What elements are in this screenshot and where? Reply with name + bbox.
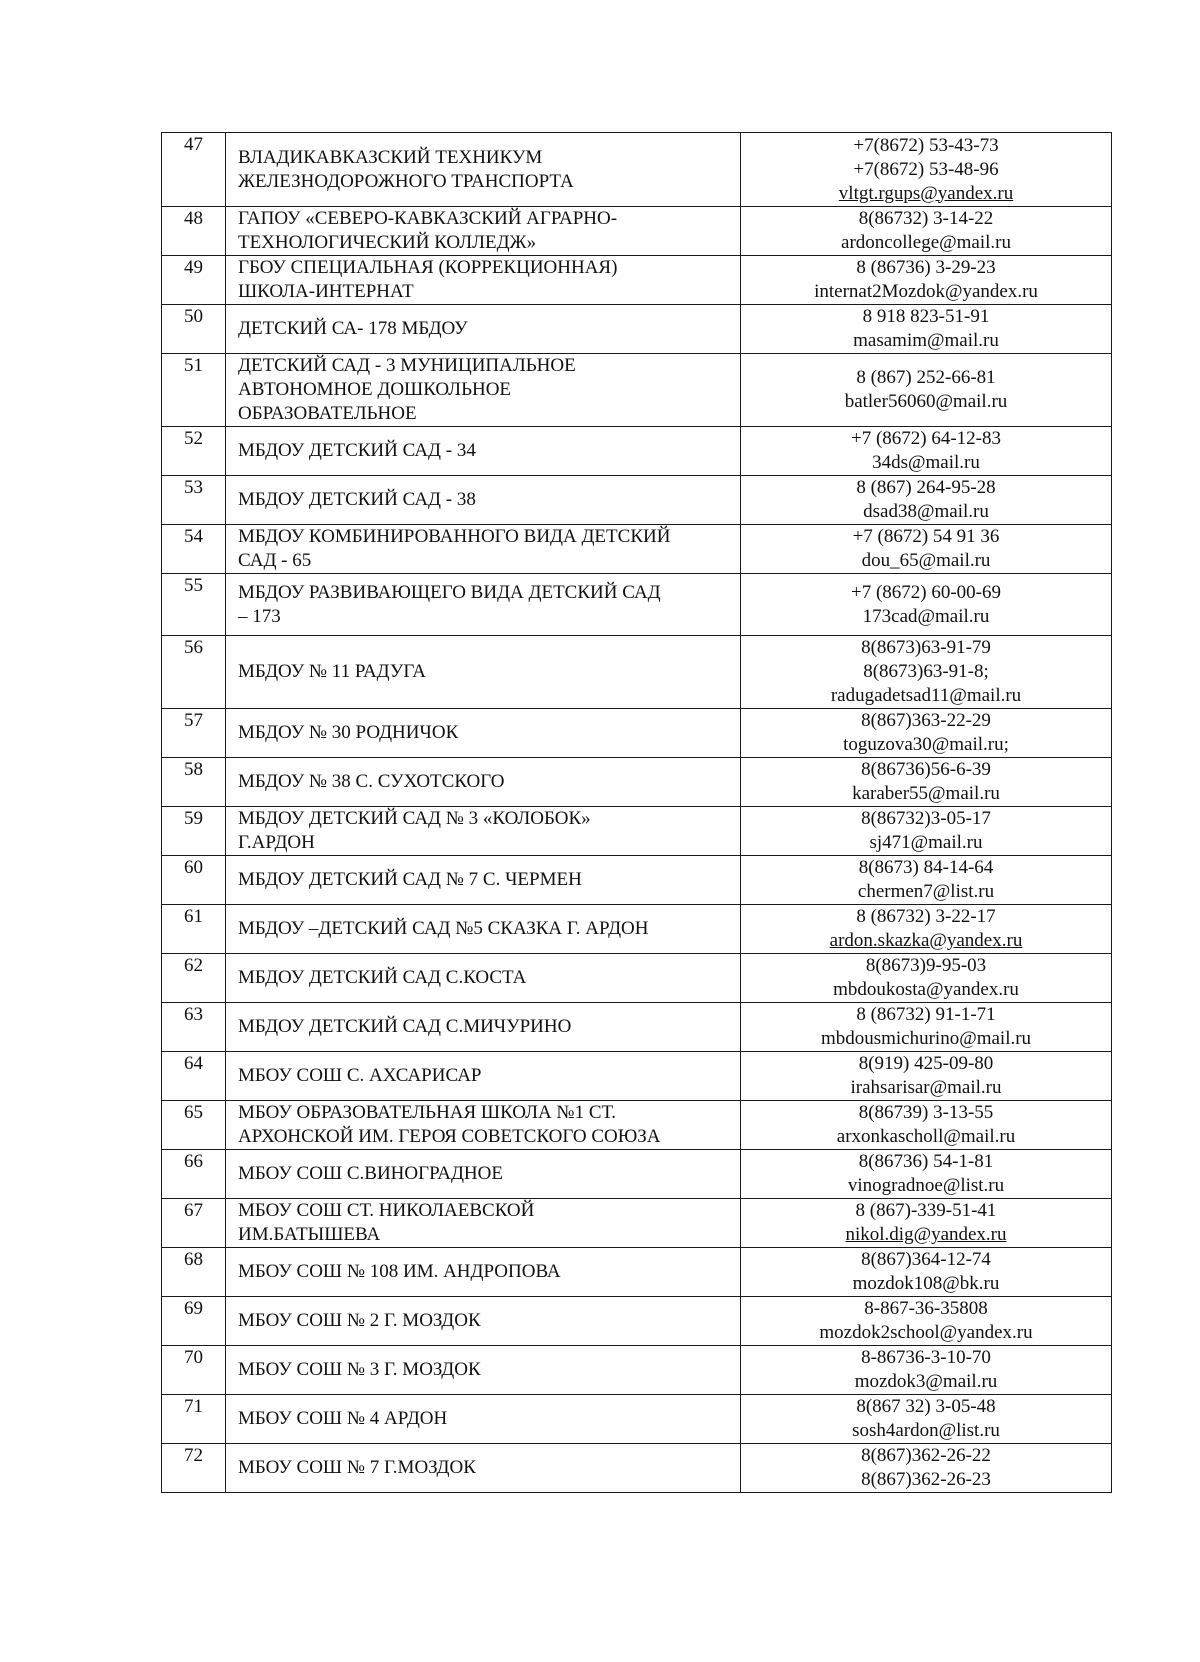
organization-name (226, 1150, 741, 1199)
organization-name-line: ШКОЛА-ИНТЕРНАТ (238, 281, 414, 302)
organization-name-line: МБОУ СОШ № 4 АРДОН (238, 1408, 448, 1429)
contact-info (741, 256, 1112, 305)
organization-name (226, 305, 741, 354)
row-number: 54 (162, 525, 226, 574)
contact-info (741, 758, 1112, 807)
contact-line: 8(86732)3-05-17 (861, 808, 991, 829)
organization-name-line: МБОУ СОШ № 3 Г. МОЗДОК (238, 1359, 481, 1380)
organization-name (226, 636, 741, 709)
organization-name (226, 133, 741, 207)
table-row (162, 1003, 1112, 1052)
table-row (162, 1199, 1112, 1248)
organization-name-line: ОБРАЗОВАТЕЛЬНОЕ (238, 403, 417, 424)
organization-name (226, 807, 741, 856)
table-row (162, 1101, 1112, 1150)
organization-name-line: МБОУ СОШ № 7 Г.МОЗДОК (238, 1457, 476, 1478)
table-row (162, 954, 1112, 1003)
organization-name (226, 1052, 741, 1101)
organization-name (226, 476, 741, 525)
row-number: 64 (162, 1052, 226, 1101)
row-number: 61 (162, 905, 226, 954)
contact-line: 8 918 823-51-91 (862, 306, 990, 327)
contact-line: 8(8673)63-91-8; (863, 661, 989, 682)
organization-name (226, 1248, 741, 1297)
contact-line: dsad38@mail.ru (863, 501, 989, 522)
table-row (162, 1346, 1112, 1395)
contact-info (741, 574, 1112, 636)
contact-line: mbdoukosta@yandex.ru (833, 979, 1019, 1000)
organization-name-line: МБДОУ ДЕТСКИЙ САД № 7 С. ЧЕРМЕН (238, 869, 582, 890)
contact-line: 8(867)364-12-74 (861, 1249, 991, 1270)
organization-name (226, 1101, 741, 1150)
contact-line: radugadetsad11@mail.ru (830, 685, 1022, 706)
contact-line: +7 (8672) 64-12-83 (850, 428, 1002, 449)
contact-line: +7 (8672) 60-00-69 (850, 581, 1002, 603)
table-row (162, 1395, 1112, 1444)
row-number: 69 (162, 1297, 226, 1346)
contact-info (741, 856, 1112, 905)
organization-name (226, 1003, 741, 1052)
organization-name (226, 1395, 741, 1444)
contact-info (741, 709, 1112, 758)
contact-line: 8 (867) 264-95-28 (856, 477, 996, 498)
organization-name-line: ЖЕЛЕЗНОДОРОЖНОГО ТРАНСПОРТА (238, 170, 574, 192)
contact-line: 8-867-36-35808 (864, 1298, 988, 1319)
table-row (162, 1052, 1112, 1101)
row-number: 50 (162, 305, 226, 354)
contact-line: 8(8673)9-95-03 (865, 955, 987, 976)
organization-name (226, 256, 741, 305)
organization-name-line: МБДОУ ДЕТСКИЙ САД - 34 (238, 440, 476, 461)
contact-line: 8 (86732) 91-1-71 (856, 1004, 996, 1025)
table-row (162, 427, 1112, 476)
row-number: 68 (162, 1248, 226, 1297)
contact-line: 8(867)363-22-29 (861, 710, 991, 731)
contact-line: 8(867 32) 3-05-48 (856, 1396, 996, 1417)
organization-name (226, 207, 741, 256)
contact-info (741, 1101, 1112, 1150)
organization-name-line: МБДОУ –ДЕТСКИЙ САД №5 СКАЗКА Г. АРДОН (238, 918, 649, 939)
organization-name-line: ГБОУ СПЕЦИАЛЬНАЯ (КОРРЕКЦИОННАЯ) (238, 257, 618, 278)
contact-line: 8(86736)56-6-39 (861, 759, 991, 780)
organization-name-line: ГАПОУ «СЕВЕРО-КАВКАЗСКИЙ АГРАРНО- (238, 208, 618, 229)
organization-name-line: МБДОУ ДЕТСКИЙ САД С.КОСТА (238, 967, 527, 988)
row-number: 48 (162, 207, 226, 256)
contact-line: sosh4ardon@list.ru (852, 1420, 1000, 1441)
row-number: 65 (162, 1101, 226, 1150)
contact-info (741, 354, 1112, 427)
organization-name-line: ТЕХНОЛОГИЧЕСКИЙ КОЛЛЕДЖ» (238, 232, 537, 253)
organization-name-line: АРХОНСКОЙ ИМ. ГЕРОЯ СОВЕТСКОГО СОЮЗА (238, 1126, 661, 1147)
organization-name-line: МБОУ СОШ № 108 ИМ. АНДРОПОВА (238, 1261, 561, 1282)
row-number: 71 (162, 1395, 226, 1444)
row-number: 60 (162, 856, 226, 905)
table-row (162, 1150, 1112, 1199)
table-row (162, 636, 1112, 709)
contact-line: 8(867)362-26-22 (861, 1445, 991, 1466)
row-number: 55 (162, 574, 226, 636)
organization-name-line: МБОУ ОБРАЗОВАТЕЛЬНАЯ ШКОЛА №1 СТ. (238, 1102, 616, 1123)
organization-name-line: Г.АРДОН (238, 832, 315, 853)
contact-line: 8 (86732) 3-22-17 (856, 906, 996, 927)
contact-info (741, 476, 1112, 525)
contact-line: toguzova30@mail.ru; (843, 734, 1009, 755)
row-number: 67 (162, 1199, 226, 1248)
organization-name (226, 525, 741, 574)
row-number: 59 (162, 807, 226, 856)
row-number: 70 (162, 1346, 226, 1395)
organization-name-line: МБДОУ № 11 РАДУГА (238, 661, 426, 682)
table-row (162, 758, 1112, 807)
contact-line: mozdok108@bk.ru (852, 1273, 1000, 1294)
organization-name-line: МБОУ СОШ С. АХСАРИСАР (238, 1065, 482, 1086)
row-number: 72 (162, 1444, 226, 1493)
organization-name-line: ИМ.БАТЫШЕВА (238, 1224, 381, 1245)
organization-name (226, 1297, 741, 1346)
organization-name-line: МБОУ СОШ СТ. НИКОЛАЕВСКОЙ (238, 1200, 535, 1221)
contact-line: irahsarisar@mail.ru (850, 1077, 1002, 1098)
contact-info (741, 954, 1112, 1003)
table-row (162, 305, 1112, 354)
organization-name (226, 1444, 741, 1493)
contact-line: 8 (867)-339-51-41 (855, 1200, 997, 1221)
organization-name-line: МБДОУ РАЗВИВАЮЩЕГО ВИДА ДЕТСКИЙ САД (238, 581, 661, 603)
contact-info (741, 1150, 1112, 1199)
contact-line: chermen7@list.ru (857, 881, 995, 902)
contact-line: +7(8672) 53-43-73 (853, 134, 999, 156)
contact-info (741, 905, 1112, 954)
contact-line: 8 (86736) 3-29-23 (856, 257, 996, 278)
row-number: 63 (162, 1003, 226, 1052)
organization-name-line: МБОУ СОШ № 2 Г. МОЗДОК (238, 1310, 481, 1331)
organization-name (226, 758, 741, 807)
organization-name-line: – 173 (238, 605, 281, 627)
contact-line: 8(86732) 3-14-22 (858, 208, 994, 229)
contact-info (741, 1199, 1112, 1248)
organization-name (226, 856, 741, 905)
table-row (162, 1444, 1112, 1493)
contact-line: arxonkascholl@mail.ru (836, 1126, 1016, 1147)
row-number: 57 (162, 709, 226, 758)
contact-info (741, 1052, 1112, 1101)
row-number: 58 (162, 758, 226, 807)
contact-line: masamim@mail.ru (853, 330, 999, 351)
contact-line: 8(86736) 54-1-81 (858, 1151, 994, 1172)
contact-info (741, 207, 1112, 256)
table-row (162, 1248, 1112, 1297)
contact-info (741, 305, 1112, 354)
table-row (162, 709, 1112, 758)
contact-info (741, 807, 1112, 856)
contact-line: 8 (867) 252-66-81 (856, 367, 996, 388)
contact-info (741, 1297, 1112, 1346)
contact-line: mbdousmichurino@mail.ru (820, 1028, 1032, 1049)
contact-line: karaber55@mail.ru (852, 783, 1000, 804)
contact-info (741, 427, 1112, 476)
organization-name-line: МБДОУ № 30 РОДНИЧОК (238, 722, 459, 743)
table-row (162, 256, 1112, 305)
organization-name (226, 1199, 741, 1248)
contact-line: batler56060@mail.ru (844, 391, 1008, 412)
organization-name-line: ДЕТСКИЙ СА- 178 МБДОУ (238, 318, 468, 339)
contact-line: +7(8672) 53-48-96 (853, 158, 999, 180)
table-row (162, 354, 1112, 427)
table-row (162, 525, 1112, 574)
contact-line: internat2Mozdok@yandex.ru (814, 281, 1038, 302)
table-row (162, 905, 1112, 954)
contacts-table-body (162, 133, 1112, 1493)
contact-line: 8(8673) 84-14-64 (858, 857, 994, 878)
organization-name-line: САД - 65 (238, 550, 312, 571)
contact-line: 8(8673)63-91-79 (861, 637, 991, 658)
contact-line: dou_65@mail.ru (861, 550, 991, 571)
contact-line: +7 (8672) 54 91 36 (852, 526, 1000, 547)
row-number: 66 (162, 1150, 226, 1199)
contact-info (741, 1248, 1112, 1297)
organization-name-line: МБДОУ КОМБИНИРОВАННОГО ВИДА ДЕТСКИЙ (238, 526, 671, 547)
contact-line: nikol.dig@yandex.ru (845, 1224, 1007, 1245)
organization-name-line: МБДОУ № 38 С. СУХОТСКОГО (238, 771, 505, 792)
contact-line: ardoncollege@mail.ru (841, 232, 1011, 253)
contact-line: vinogradnoe@list.ru (847, 1175, 1005, 1196)
contact-line: mozdok3@mail.ru (854, 1371, 998, 1392)
organization-name-line: МБДОУ ДЕТСКИЙ САД № 3 «КОЛОБОК» (238, 808, 591, 829)
contact-info (741, 1346, 1112, 1395)
organization-name-line: ВЛАДИКАВКАЗСКИЙ ТЕХНИКУМ (238, 146, 543, 168)
contact-line: vltgt.rgups@yandex.ru (838, 182, 1014, 204)
organization-name-line: ДЕТСКИЙ САД - 3 МУНИЦИПАЛЬНОЕ (238, 355, 576, 376)
organization-name (226, 1346, 741, 1395)
table-row (162, 856, 1112, 905)
contact-line: 8(867)362-26-23 (861, 1469, 991, 1490)
row-number: 49 (162, 256, 226, 305)
row-number: 53 (162, 476, 226, 525)
contact-line: ardon.skazka@yandex.ru (829, 930, 1023, 951)
contact-info (741, 1444, 1112, 1493)
contact-line: 8(86739) 3-13-55 (858, 1102, 994, 1123)
organization-name (226, 709, 741, 758)
contact-line: 8(919) 425-09-80 (858, 1053, 994, 1074)
contact-line: mozdok2school@yandex.ru (819, 1322, 1033, 1343)
organization-name-line: МБДОУ ДЕТСКИЙ САД С.МИЧУРИНО (238, 1016, 572, 1037)
organization-name (226, 427, 741, 476)
contact-line: 173cad@mail.ru (862, 605, 990, 627)
contact-info (741, 133, 1112, 207)
contact-line: 34ds@mail.ru (872, 452, 980, 473)
organization-name-line: МБОУ СОШ С.ВИНОГРАДНОЕ (238, 1163, 503, 1184)
organization-name-line: АВТОНОМНОЕ ДОШКОЛЬНОЕ (238, 379, 512, 400)
organization-name (226, 954, 741, 1003)
row-number: 51 (162, 354, 226, 427)
table-row (162, 133, 1112, 207)
row-number: 47 (162, 133, 226, 207)
table-row (162, 476, 1112, 525)
contact-info (741, 1003, 1112, 1052)
row-number: 62 (162, 954, 226, 1003)
table-row (162, 807, 1112, 856)
organization-name-line: МБДОУ ДЕТСКИЙ САД - 38 (238, 489, 476, 510)
table-row (162, 574, 1112, 636)
contacts-table (161, 132, 1112, 1493)
organization-name (226, 354, 741, 427)
contact-line: 8-86736-3-10-70 (861, 1347, 991, 1368)
organization-name (226, 905, 741, 954)
row-number: 52 (162, 427, 226, 476)
table-row (162, 1297, 1112, 1346)
table-row (162, 207, 1112, 256)
organization-name (226, 574, 741, 636)
contact-info (741, 525, 1112, 574)
row-number: 56 (162, 636, 226, 709)
contact-info (741, 636, 1112, 709)
contact-info (741, 1395, 1112, 1444)
contact-line: sj471@mail.ru (869, 832, 983, 853)
